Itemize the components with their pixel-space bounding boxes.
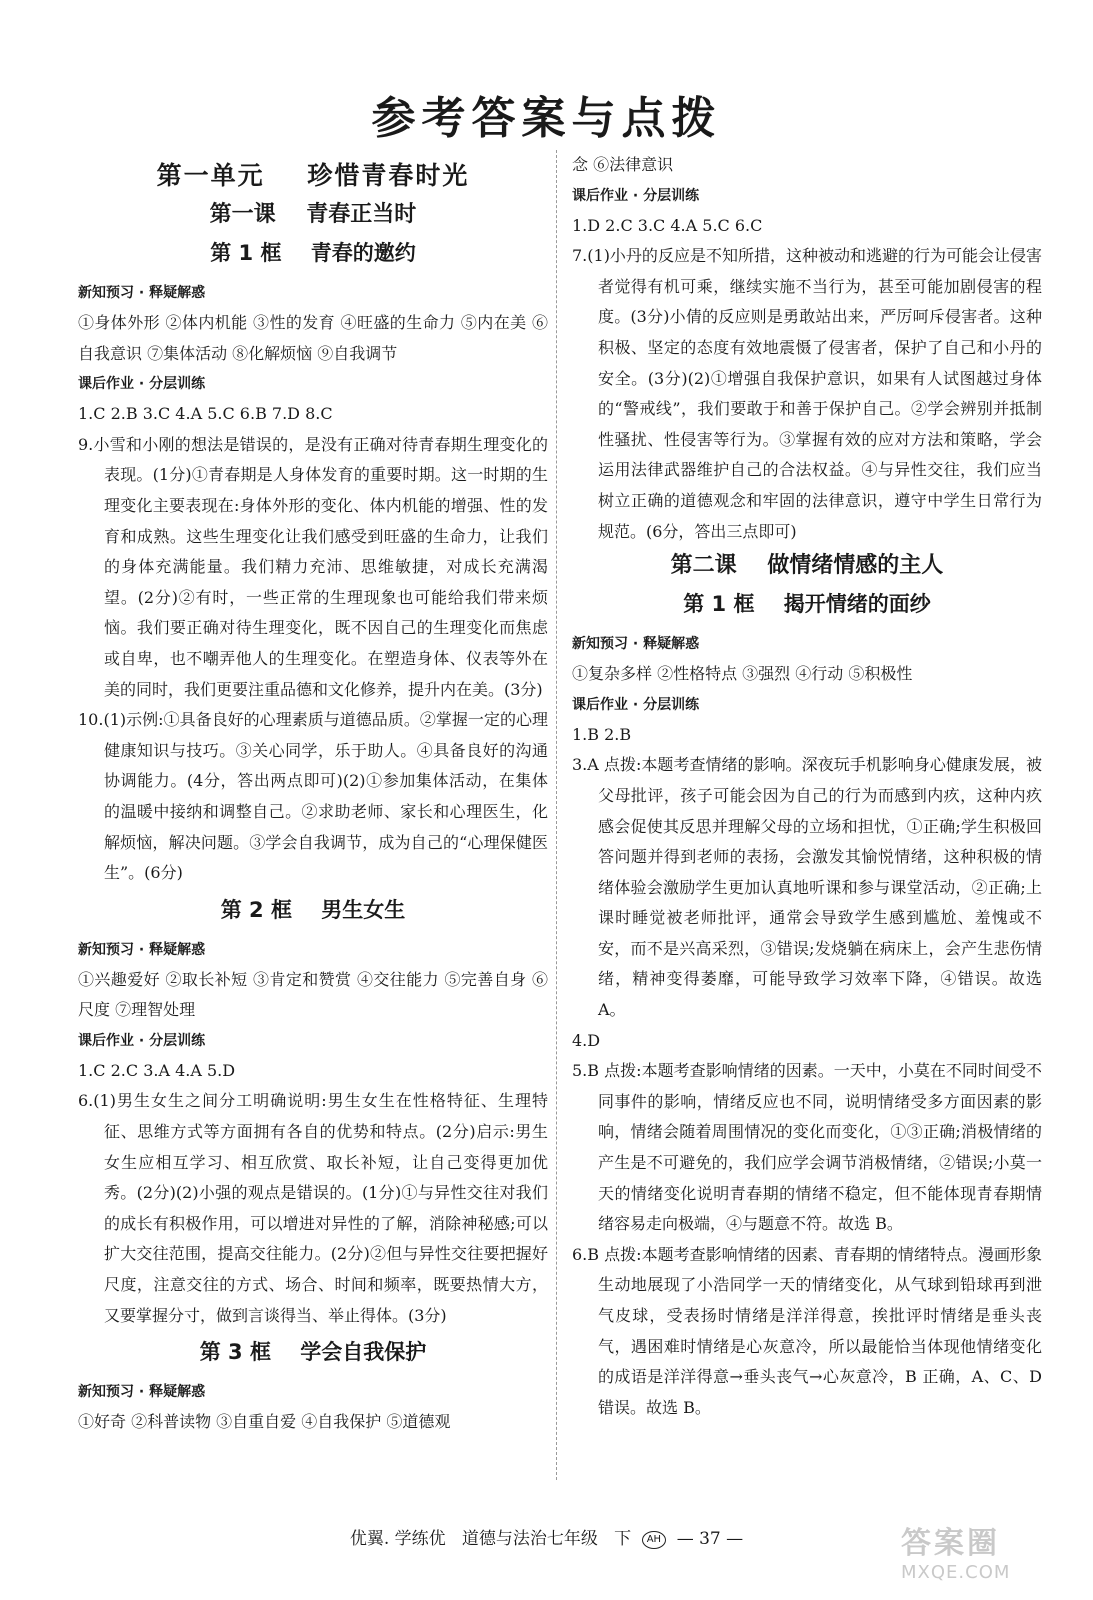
unit-heading: 第一单元 珍惜青春时光 <box>156 161 470 190</box>
section-label: 课后作业 · 分层训练 <box>78 376 206 393</box>
answer-item: 5.B 点拨:本题考查影响情绪的因素。一天中，小莫在不同时间受不同事件的影响，情绪反应也不同，说明情绪受多方面因素的影响，情绪会随着周围情况的变化而变化，①③正确;消极情绪的产生是不可避免的，我们应学会调节消极情绪，②错误;小莫一天的情绪变化说明青春期的情绪不稳定，但不能体现青春期情绪容易走向极端，④与题意不符。故选 B。 <box>572 1061 1042 1234</box>
section-label: 新知预习 · 释疑解惑 <box>78 1384 206 1401</box>
frame-heading: 第 1 框 青春的邀约 <box>210 241 416 265</box>
section-label: 新知预习 · 释疑解惑 <box>78 941 206 958</box>
answer-item: 7.(1)小丹的反应是不知所措，这种被动和逃避的行为可能会让侵害者觉得有机可乘，继续实施不当行为，甚至可能加剧侵害的程度。(3分)小倩的反应则是勇敢站出来，严厉呵斥侵害者。这种积极、坚定的态度有效地震慑了侵害者，保护了自己和小丹的安全。(3分)(2)①增强自我保护意识，如果有人试图越过身体的“警戒线”，我们要敢于和善于保护自己。②学会辨别并抵制性骚扰、性侵害等行为。③掌握有效的应对方法和策略，学会运用法律武器维护自己的合法权益。④与异性交往，我们应当树立正确的道德观念和牢固的法律意识，遵守中学生日常行为规范。(6分，答出三点即可) <box>572 246 1042 541</box>
answer-text: ①复杂多样 ②性格特点 ③强烈 ④行动 ⑤积极性 <box>572 664 913 684</box>
frame-heading: 第 2 框 男生女生 <box>220 897 406 922</box>
choice-answers: 1.C 2.C 3.A 4.A 5.D <box>78 1060 236 1080</box>
lesson-heading: 第一课 青春正当时 <box>209 202 417 227</box>
page-number: — 37 — <box>676 1529 744 1549</box>
watermark-url: MXQE.COM <box>901 1562 1011 1583</box>
choice-answers: 1.B 2.B <box>572 724 632 744</box>
answer-text: ①身体外形 ②体内机能 ③性的发育 ④旺盛的生命力 ⑤内在美 ⑥自我意识 ⑦集体活动 ⑧化解烦恼 ⑨自我调节 <box>78 313 548 363</box>
section-label: 新知预习 · 释疑解惑 <box>572 636 700 653</box>
region-badge-icon: AH <box>642 1531 666 1549</box>
answer-item: 6.(1)男生女生之间分工明确说明:男生女生在性格特征、生理特征、思维方式等方面拥有各自的优势和特点。(2分)启示:男生女生应相互学习、相互欣赏、取长补短，让自己变得更加优秀。(2分)(2)小强的观点是错误的。(1分)①与异性交往对我们的成长有积极作用，可以增进对异性的了解，消除神秘感;可以扩大交往范围，提高交往能力。(2分)②但与异性交往要把握好尺度，注意交往的方式、场合、时间和频率，既要热情大方，又要掌握分寸，做到言谈得当、举止得体。(3分) <box>78 1091 548 1325</box>
section-label: 课后作业 · 分层训练 <box>572 696 700 713</box>
answer-item: 6.B 点拨:本题考查影响情绪的因素、青春期的情绪特点。漫画形象生动地展现了小浩同学一天的情绪变化，从气球到铅球再到泄气皮球，受表扬时情绪是洋洋得意，挨批评时情绪是垂头丧气，遇困难时情绪是心灰意冷，所以最能恰当体现他情绪变化的成语是洋洋得意→垂头丧气→心灰意冷，B 正确，A、C、D 错误。故选 B。 <box>572 1244 1042 1417</box>
answer-item: 9.小雪和小刚的想法是错误的，是没有正确对待青春期生理变化的表现。(1分)①青春期是人身体发育的重要时期。这一时期的生理变化主要表现在:身体外形的变化、体内机能的增强、性的发育和成熟。这些生理变化让我们感受到旺盛的生命力，让我们的身体充满能量。我们精力充沛、思维敏捷，对成长充满渴望。(2分)②有时，一些正常的生理现象也可能给我们带来烦恼。我们要正确对待生理变化，既不因自己的生理变化而焦虑或自卑，也不嘲弄他人的生理变化。在塑造身体、仪表等外在美的同时，我们更要注重品德和文化修养，提升内在美。(3分) <box>78 434 548 699</box>
section-label: 课后作业 · 分层训练 <box>572 187 700 204</box>
watermark-text: 答案圈 <box>901 1526 1000 1561</box>
answer-text: ①兴趣爱好 ②取长补短 ③肯定和赞赏 ④交往能力 ⑤完善自身 ⑥尺度 ⑦理智处理 <box>78 969 548 1020</box>
lesson-heading: 第二课 做情绪情感的主人 <box>670 553 944 579</box>
frame-heading: 第 1 框 揭开情绪的面纱 <box>683 592 931 617</box>
answer-text: ①好奇 ②科普读物 ③自重自爱 ④自我保护 ⑤道德观 <box>78 1412 451 1432</box>
column-divider <box>556 150 558 1480</box>
footer-volume: 下 <box>614 1529 632 1549</box>
choice-answers: 1.D 2.C 3.C 4.A 5.C 6.C <box>572 215 763 235</box>
answer-text: 念 ⑥法律意识 <box>572 155 674 174</box>
frame-heading: 第 3 框 学会自我保护 <box>199 1340 427 1365</box>
answer-item: 10.(1)示例:①具备良好的心理素质与道德品质。②掌握一定的心理健康知识与技巧。③关心同学，乐于助人。④具备良好的沟通协调能力。(4分，答出两点即可)(2)①参加集体活动，在集体的温暖中接纳和调整自己。②求助老师、家长和心理医生，化解烦恼，解决问题。③学会自我调节，成为自己的“心理保健医生”。(6分) <box>78 710 548 883</box>
answer-item: 3.A 点拨:本题考查情绪的影响。深夜玩手机影响身心健康发展，被父母批评，孩子可能会因为自己的行为而感到内疚，这种内疚感会促使其反思并理解父母的立场和担忧，①正确;学生积极回答问题并得到老师的表扬，会激发其愉悦情绪，这种积极的情绪体验会激励学生更加认真地听课和参与课堂活动，②正确;上课时睡觉被老师批评，通常会导致学生感到尴尬、羞愧或不安，而不是兴高采烈，③错误;发烧躺在病床上，会产生悲伤情绪，精神变得萎靡，可能导致学习效率下降，④错误。故选 A。 <box>572 755 1042 1020</box>
watermark-logo <box>901 1518 1071 1582</box>
answer-item: 4.D <box>572 1030 601 1050</box>
right-column <box>572 150 1042 1423</box>
footer-subject: 道德与法治七年级 <box>461 1529 598 1549</box>
choice-answers: 1.C 2.B 3.C 4.A 5.C 6.B 7.D 8.C <box>78 404 333 424</box>
page-title: 参考答案与点拨 <box>371 93 722 144</box>
footer-brand: 优翼. 学练优 <box>349 1529 446 1549</box>
section-label: 新知预习 · 释疑解惑 <box>78 285 206 301</box>
section-label: 课后作业 · 分层训练 <box>78 1032 206 1049</box>
left-column <box>78 150 548 1438</box>
